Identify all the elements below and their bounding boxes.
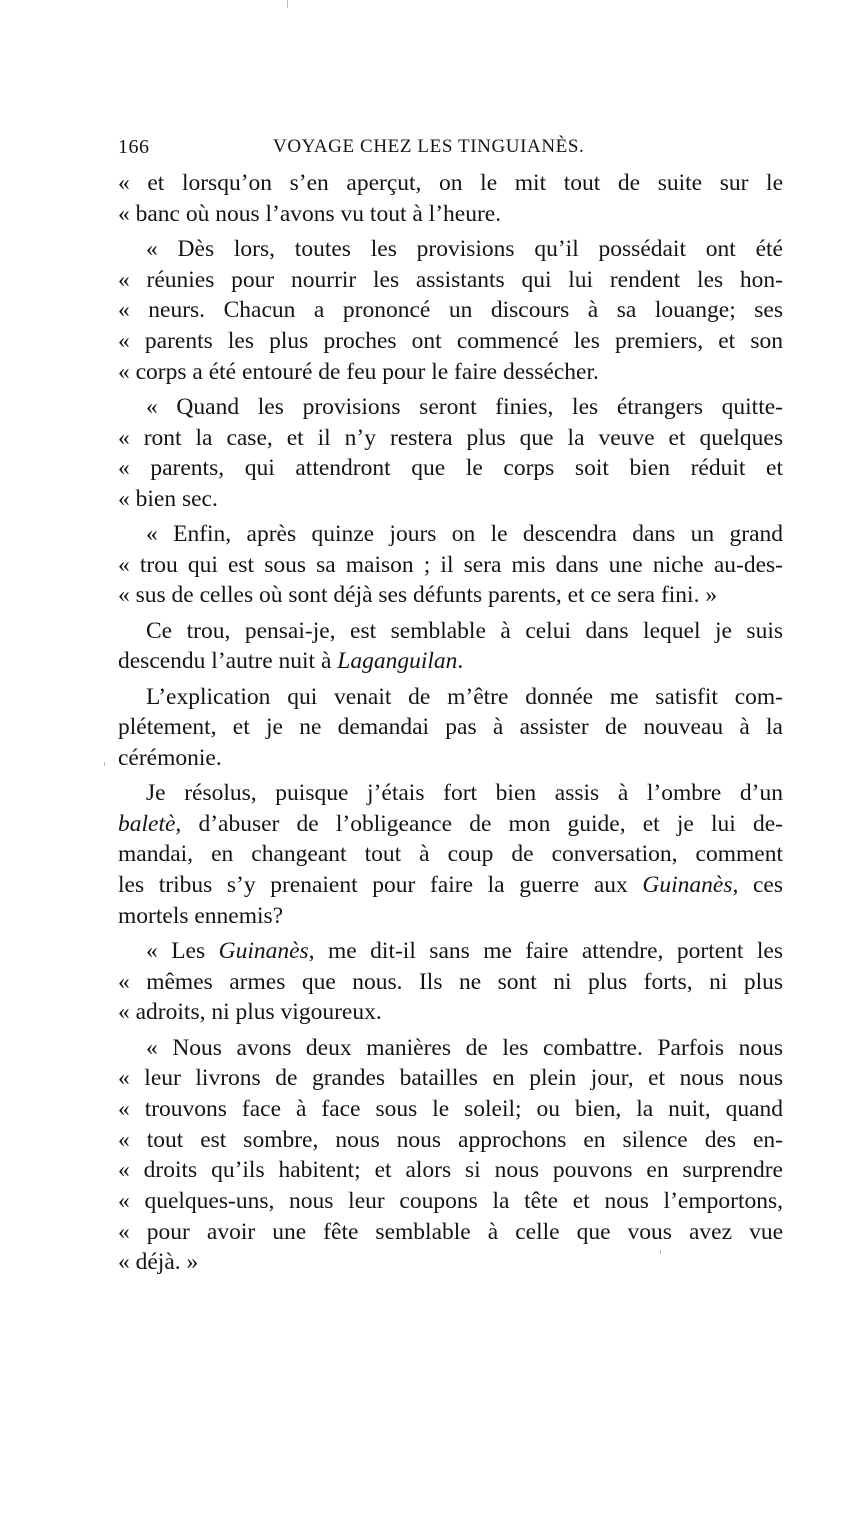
paragraph (118, 234, 783, 387)
text-line: « adroits, ni plus vigoureux. (118, 999, 382, 1026)
text-line: « Nous avons deux manières de les combattre. Parfois nous (146, 1034, 783, 1061)
italic-term: Guinanès (218, 938, 309, 964)
scan-artifact (104, 762, 105, 766)
text-line: « trouvons face à face sous le soleil; ou bien, la nuit, quand (118, 1095, 783, 1122)
text-line: « mêmes armes que nous. Ils ne sont ni plus forts, ni plus (118, 968, 783, 995)
italic-term: Laganguilan (337, 648, 458, 675)
italic-term: Guinanès (642, 872, 733, 899)
text-line: Je résolus, puisque j’étais fort bien assis à l’ombre d’un (146, 780, 783, 807)
text-line: « pour avoir une fête semblable à celle que vous avez vue (118, 1218, 783, 1245)
text-line: descendu l’autre nuit à Laganguilan. (118, 648, 464, 675)
text-line: « réunies pour nourrir les assistants qui lui rendent les hon- (118, 266, 783, 293)
text-line: mortels ennemis? (118, 902, 284, 929)
paragraph (118, 616, 783, 677)
text-line: « bien sec. (118, 485, 218, 512)
text-line: « droits qu’ils habitent; et alors si nous pouvons en surprendre (118, 1157, 783, 1184)
text-line: « trou qui est sous sa maison ; il sera mis dans une niche au-des- (118, 551, 783, 578)
text-line: « Dès lors, toutes les provisions qu’il possédait ont été (146, 235, 783, 262)
text-line: « parents les plus proches ont commencé les premiers, et son (118, 327, 783, 354)
text-line: « Les Guinanès, me dit-il sans me faire attendre, portent les (146, 938, 784, 964)
text-line: « Quand les provisions seront finies, les étrangers quitte- (146, 393, 783, 420)
text-line: Ce trou, pensai-je, est semblable à celui dans lequel je suis (146, 617, 783, 644)
text-line: « déjà. » (118, 1249, 199, 1276)
text-line: « banc où nous l’avons vu tout à l’heure. (118, 200, 502, 227)
scan-artifact (287, 0, 288, 8)
text-line: « leur livrons de grandes batailles en plein jour, et nous nous (118, 1065, 783, 1092)
text-line: « et lorsqu’on s’en aperçut, on le mit tout de suite sur le (118, 170, 783, 196)
text-line: les tribus s’y prenaient pour faire la guerre aux Guinanès, ces (118, 872, 783, 899)
paragraph (118, 168, 783, 229)
running-title: VOYAGE CHEZ LES TINGUIANÈS. (273, 136, 585, 157)
text-line: « parents, qui attendront que le corps soit bien réduit et (118, 455, 783, 482)
text-line: baletè, d’abuser de l’obligeance de mon guide, et je lui de- (118, 810, 783, 837)
text-line: « quelques-uns, nous leur coupons la tête et nous l’emportons, (118, 1188, 783, 1214)
text-line: « Enfin, après quinze jours on le descendra dans un grand (146, 521, 783, 548)
text-line: « sus de celles où sont déjà ses défunts parents, et ce sera fini. » (118, 582, 718, 609)
paragraph (118, 1033, 783, 1279)
paragraph (118, 519, 783, 611)
paragraph (118, 936, 783, 1028)
paragraph (118, 682, 783, 774)
scan-artifact (660, 1250, 661, 1254)
text-line: « ront la case, et il n’y restera plus que la veuve et quelques (118, 424, 783, 451)
page-number: 166 (118, 136, 150, 158)
text-line: plétement, et je ne demandai pas à assister de nouveau à la (118, 714, 783, 741)
text-line: « corps a été entouré de feu pour le faire dessécher. (118, 358, 599, 385)
text-line: mandai, en changeant tout à coup de conversation, comment (118, 841, 783, 868)
page-header (118, 136, 783, 162)
body-text (118, 168, 783, 1283)
italic-term: baletè (118, 810, 176, 837)
text-line: L’explication qui venait de m’être donnée me satisfit com- (146, 683, 783, 710)
paragraph (118, 778, 783, 931)
text-line: cérémonie. (118, 744, 222, 771)
paragraph (118, 392, 783, 515)
text-line: « neurs. Chacun a prononcé un discours à sa louange; ses (118, 297, 783, 324)
text-line: « tout est sombre, nous nous approchons en silence des en- (118, 1126, 783, 1153)
